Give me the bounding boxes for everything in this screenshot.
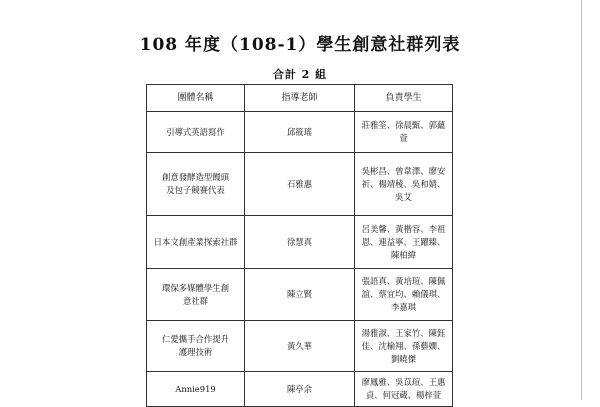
document-title: 108 年度（108-1）學生創意社群列表 <box>139 35 461 55</box>
total-count: 合計 2 組 <box>272 68 328 81</box>
page-edge-line <box>581 0 582 400</box>
header-teacher: 指導老師 <box>245 85 355 112</box>
teacher-cell: 陳亭余 <box>245 372 355 407</box>
students-cell: 呂美馨、黃楷容、李祖恩、連益寧、王躍臻、陳柏緯 <box>355 216 453 269</box>
group-name-cell: Annie919 <box>147 372 245 407</box>
group-name-cell: 創意發酵造型饅頭及包子競賽代表 <box>147 153 245 216</box>
students-cell: 莊雅筌、徐晨甄、郭蘊萱 <box>355 112 453 153</box>
teacher-cell: 石雅惠 <box>245 153 355 216</box>
header-row <box>147 85 453 112</box>
teacher-cell: 邱筱瑤 <box>245 112 355 153</box>
students-cell: 湯雅淑、王家竹、陳鈺佳、沈榆翔、孫藝嫺、劉曉傑 <box>355 321 453 372</box>
table-row <box>147 216 453 269</box>
group-name-cell: 環保多媒體學生創意社群 <box>147 269 245 321</box>
table-row <box>147 269 453 321</box>
group-name-cell: 仁愛攜手合作提升護理技術 <box>147 321 245 372</box>
group-name-cell: 引導式英語寫作 <box>147 112 245 153</box>
group-name-cell: 日本文創產業探索社群 <box>147 216 245 269</box>
table-row <box>147 321 453 372</box>
header-group-name: 團體名稱 <box>147 85 245 112</box>
clubs-table <box>146 84 453 407</box>
table-row <box>147 372 453 407</box>
students-cell: 廖鳳雅、吳苡瑄、王惠貞、何冠蔵、楊梓萱 <box>355 372 453 407</box>
teacher-cell: 陳立賢 <box>245 269 355 321</box>
teacher-cell: 黃久華 <box>245 321 355 372</box>
table-row <box>147 112 453 153</box>
students-cell: 張語真、黃培瑄、陳佩誼、蔡宜均、賴儀琪、李嘉琪 <box>355 269 453 321</box>
students-cell: 吳彬昌、曾韋澤、廖安祈、楊靖稜、吳和婧、吳艾 <box>355 153 453 216</box>
table-row <box>147 153 453 216</box>
header-students: 負責學生 <box>355 85 453 112</box>
teacher-cell: 徐慧真 <box>245 216 355 269</box>
